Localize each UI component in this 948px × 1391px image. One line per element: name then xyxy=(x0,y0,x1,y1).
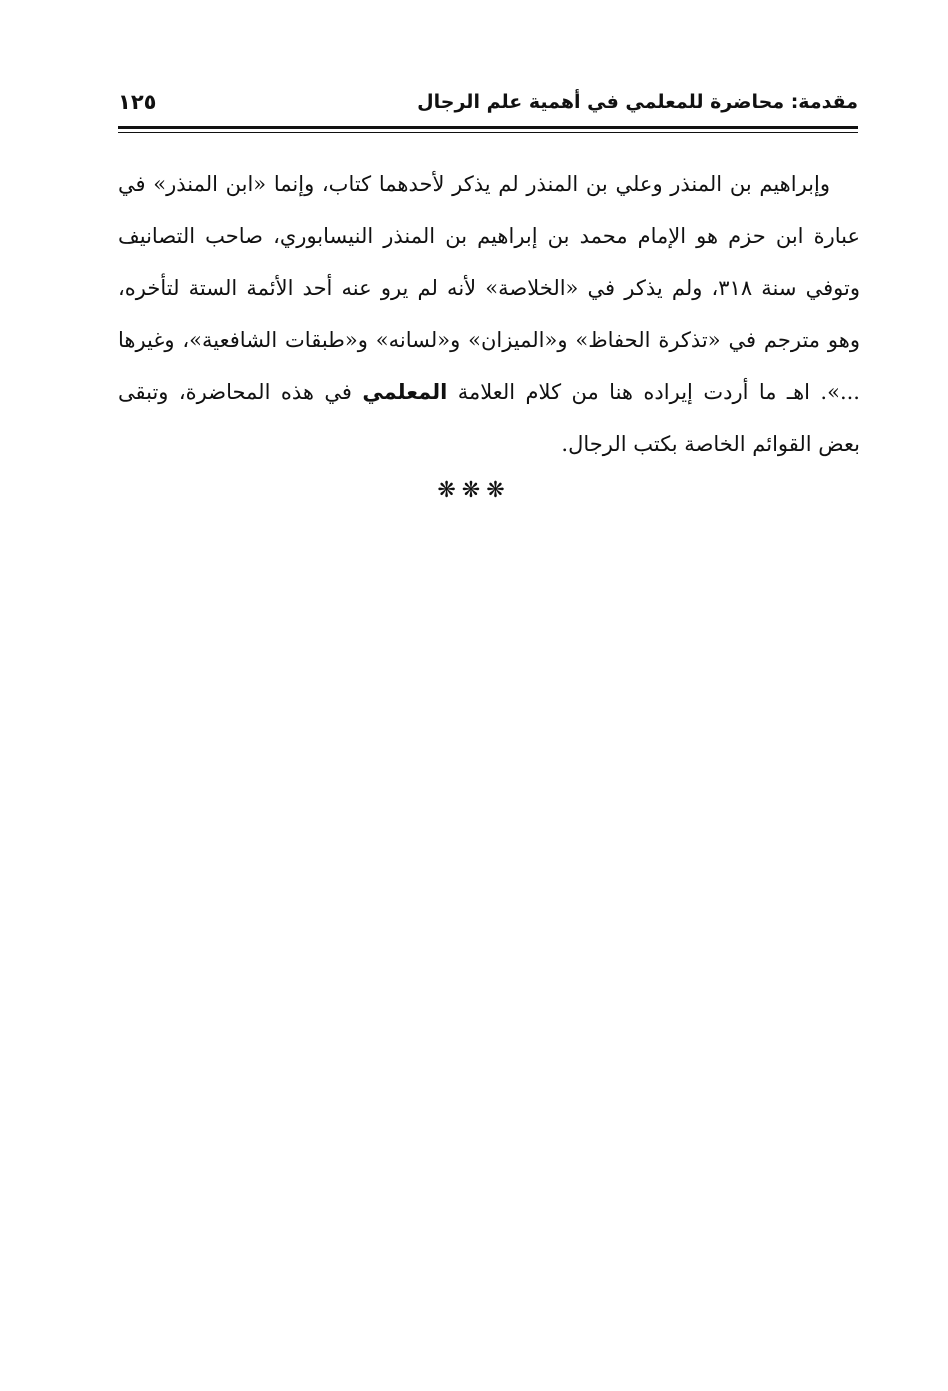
emphasized-name: المعلمي xyxy=(362,380,448,404)
running-title: مقدمة: محاضرة للمعلمي في أهمية علم الرجال xyxy=(417,91,858,113)
text-segment: ...». اهـ ما أردت إيراده هنا من كلام العلامة xyxy=(457,380,860,404)
text-segment: في هذه المحاضرة، وتبقى xyxy=(118,380,352,404)
header-rule-thin xyxy=(118,132,858,133)
text-line: وهو مترجم في «تذكرة الحفاظ» و«الميزان» و«لسانه» و«طبقات الشافعية»، وغيرها xyxy=(118,328,860,352)
page-header xyxy=(118,86,858,122)
text-line: عبارة ابن حزم هو الإمام محمد بن إبراهيم بن المنذر النيسابوري، صاحب التصانيف xyxy=(118,224,860,248)
header-rule-thick xyxy=(118,126,858,129)
page-number: ١٢٥ xyxy=(118,90,157,114)
text-line: بعض القوائم الخاصة بكتب الرجال. xyxy=(561,432,860,456)
text-line: وإبراهيم بن المنذر وعلي بن المنذر لم يذكر لأحدهما كتاب، وإنما «ابن المنذر» في xyxy=(118,172,830,196)
text-line: وتوفي سنة ٣١٨، ولم يذكر في «الخلاصة» لأنه لم يرو عنه أحد الأئمة الستة لتأخره، xyxy=(118,276,860,300)
text-line xyxy=(118,366,860,418)
body-text xyxy=(118,158,860,470)
section-separator: ❋❋❋ xyxy=(437,478,511,503)
